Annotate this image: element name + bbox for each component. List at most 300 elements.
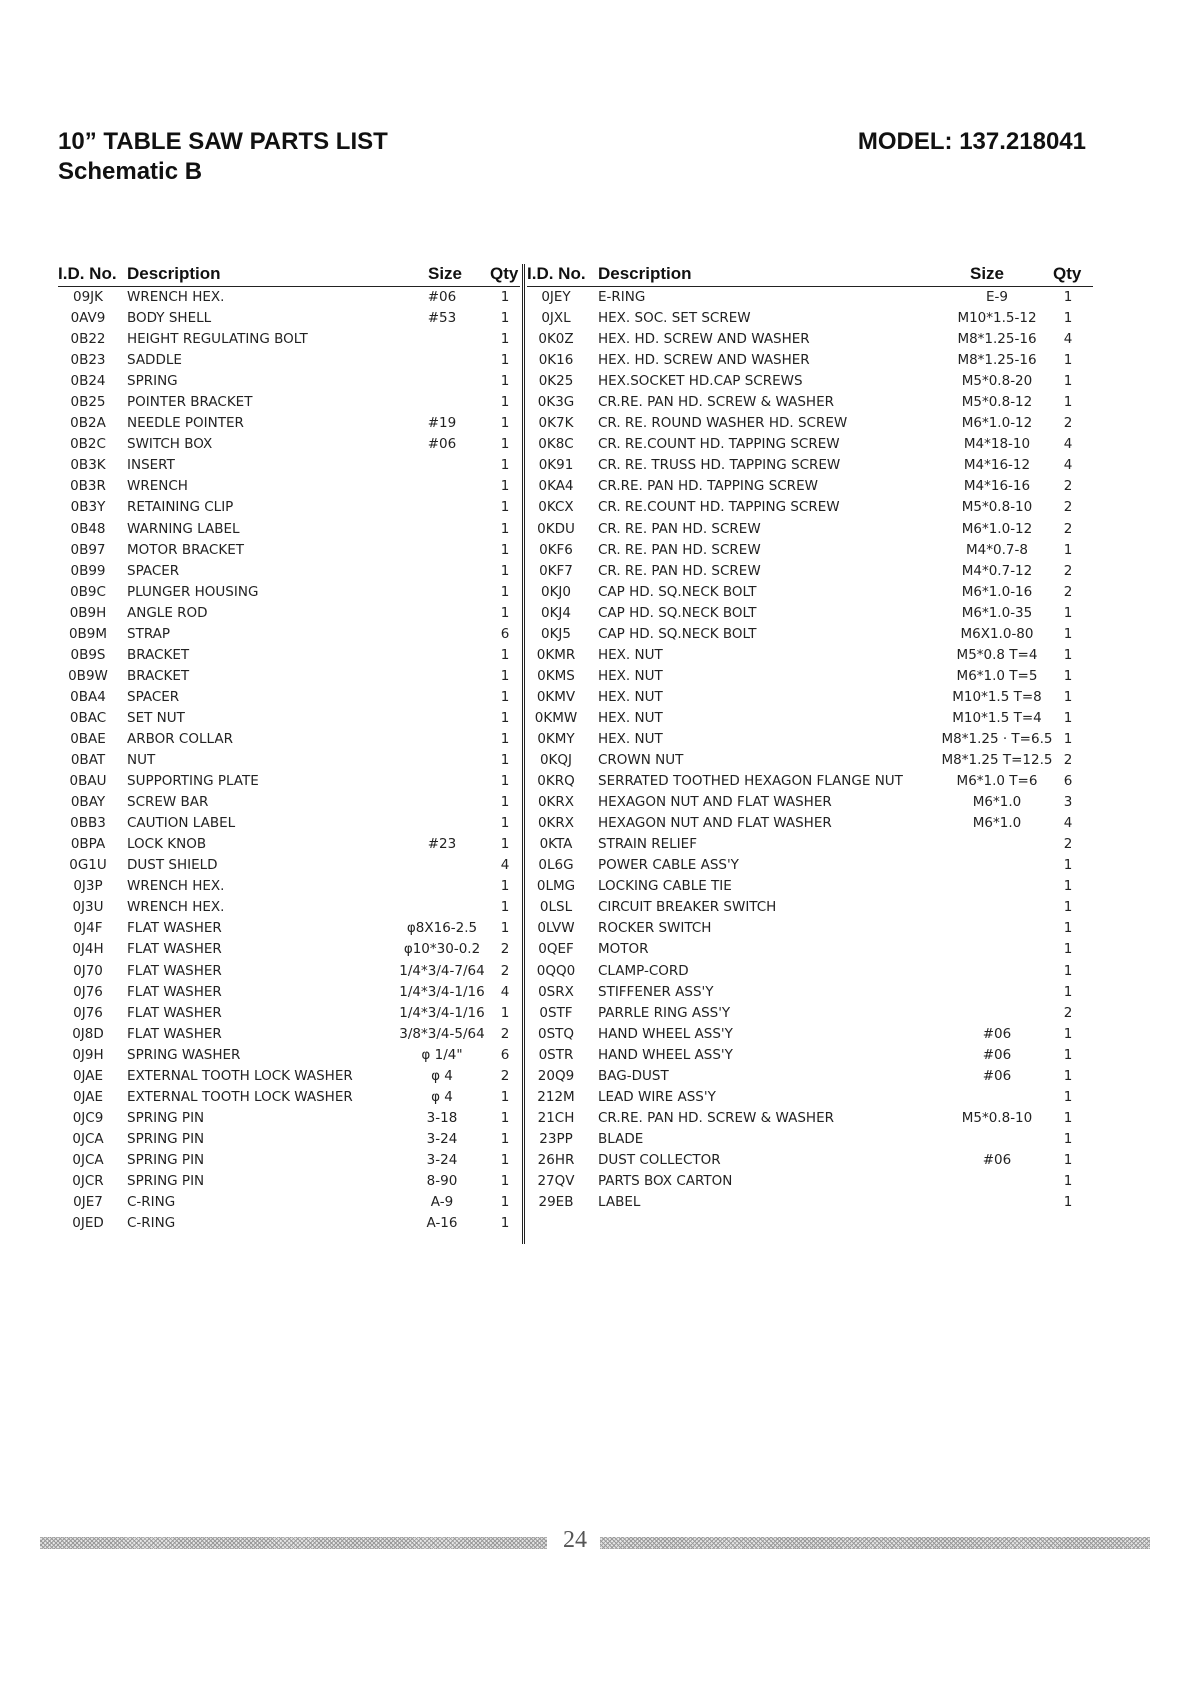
part-qty: 2: [1063, 415, 1073, 432]
part-size: M8*1.25 T=12.5: [941, 752, 1053, 769]
part-qty: 1: [1063, 962, 1073, 979]
part-id: 0KJ4: [540, 604, 571, 621]
part-qty: 1: [1063, 352, 1073, 369]
part-size: 3-18: [426, 1109, 458, 1126]
part-qty: 2: [500, 1025, 510, 1042]
part-id: 0BA4: [70, 688, 106, 705]
part-description: SUPPORTING PLATE: [127, 773, 259, 790]
part-description: BAG-DUST: [598, 1067, 669, 1084]
right-parts-table: [526, 287, 1086, 1213]
part-description: CR.RE. PAN HD. SCREW & WASHER: [598, 1109, 834, 1126]
part-size: M5*0.8-10: [961, 499, 1033, 516]
footer-bar-left: [40, 1537, 547, 1549]
part-id: 0B97: [70, 541, 106, 558]
part-size: #06: [982, 1151, 1012, 1168]
table-row: [526, 624, 1086, 645]
part-qty: 1: [1063, 688, 1073, 705]
part-description: BLADE: [598, 1130, 644, 1147]
part-id: 0JAE: [72, 1067, 104, 1084]
part-size: M5*0.8-10: [961, 1109, 1033, 1126]
part-qty: 1: [500, 646, 510, 663]
part-description: C-RING: [127, 1215, 176, 1232]
table-row: [526, 1003, 1086, 1024]
part-qty: 2: [1063, 478, 1073, 495]
table-row: [0, 771, 522, 792]
part-description: WRENCH: [127, 478, 188, 495]
part-size: φ 4: [431, 1088, 453, 1105]
part-id: 0JC9: [72, 1109, 104, 1126]
part-description: C-RING: [127, 1194, 176, 1211]
part-description: RETAINING CLIP: [127, 499, 234, 516]
part-qty: 1: [1063, 1067, 1073, 1084]
part-id: 0J8D: [72, 1025, 104, 1042]
part-id: 0BAU: [69, 773, 107, 790]
part-qty: 1: [1063, 667, 1073, 684]
table-row: [0, 603, 522, 624]
part-size: M10*1.5 T=4: [952, 709, 1042, 726]
part-id: 0BPA: [70, 836, 106, 853]
table-row: [0, 834, 522, 855]
part-qty: 2: [1063, 1004, 1073, 1021]
part-description: CAP HD. SQ.NECK BOLT: [598, 625, 757, 642]
part-id: 212M: [537, 1088, 575, 1105]
part-description: LOCK KNOB: [127, 836, 207, 853]
part-id: 0J9H: [72, 1046, 104, 1063]
right-header-id: I.D. No.: [527, 264, 586, 283]
part-qty: 1: [1063, 1046, 1073, 1063]
part-qty: 1: [1063, 646, 1073, 663]
right-header-size: Size: [970, 264, 1005, 283]
part-size: M10*1.5 T=8: [952, 688, 1042, 705]
table-row: [526, 982, 1086, 1003]
table-row: [0, 1045, 522, 1066]
part-description: SCREW BAR: [127, 794, 209, 811]
table-row: [526, 708, 1086, 729]
table-row: [526, 645, 1086, 666]
part-qty: 2: [500, 1067, 510, 1084]
part-description: DUST COLLECTOR: [598, 1151, 721, 1168]
table-row: [0, 1066, 522, 1087]
part-description: HEXAGON NUT AND FLAT WASHER: [598, 794, 832, 811]
table-row: [0, 1003, 522, 1024]
table-row: [526, 961, 1086, 982]
part-qty: 1: [1063, 1151, 1073, 1168]
table-row: [526, 434, 1086, 455]
part-qty: 1: [1063, 310, 1073, 327]
part-size: #06: [982, 1067, 1012, 1084]
table-row: [0, 1108, 522, 1129]
part-qty: 2: [1063, 752, 1073, 769]
table-row: [526, 603, 1086, 624]
part-qty: 1: [500, 520, 510, 537]
part-id: 0J3P: [73, 878, 103, 895]
part-description: SPRING PIN: [127, 1109, 205, 1126]
part-id: 0B99: [70, 562, 106, 579]
page-footer: [0, 1527, 1190, 1553]
part-qty: 1: [500, 436, 510, 453]
part-description: CLAMP-CORD: [598, 962, 689, 979]
table-row: [0, 413, 522, 434]
part-qty: 2: [1063, 499, 1073, 516]
part-id: 0STR: [538, 1046, 574, 1063]
part-id: 0L6G: [538, 857, 574, 874]
part-description: HEX. NUT: [598, 688, 663, 705]
table-row: [0, 1192, 522, 1213]
model-number: MODEL: 137.218041: [857, 128, 1086, 155]
part-qty: 1: [1063, 899, 1073, 916]
part-description: EXTERNAL TOOTH LOCK WASHER: [127, 1088, 353, 1105]
part-description: SPRING PIN: [127, 1151, 205, 1168]
part-description: CR. RE. PAN HD. SCREW: [598, 541, 761, 558]
part-description: FLAT WASHER: [127, 1025, 222, 1042]
part-id: 0JCR: [72, 1172, 104, 1189]
part-size: #06: [427, 436, 457, 453]
part-qty: 1: [500, 1130, 510, 1147]
part-size: 1/4*3/4-7/64: [399, 962, 485, 979]
part-qty: 1: [1063, 604, 1073, 621]
part-description: EXTERNAL TOOTH LOCK WASHER: [127, 1067, 353, 1084]
part-description: MOTOR: [598, 941, 649, 958]
part-id: 0KJ5: [540, 625, 571, 642]
part-description: CR. RE. PAN HD. SCREW: [598, 562, 761, 579]
part-id: 0B9M: [68, 625, 108, 642]
part-id: 0KMY: [537, 730, 575, 747]
part-qty: 1: [1063, 394, 1073, 411]
part-qty: 1: [500, 920, 510, 937]
part-id: 0KF7: [539, 562, 573, 579]
part-qty: 1: [1063, 878, 1073, 895]
part-description: LABEL: [598, 1194, 641, 1211]
part-description: SPRING PIN: [127, 1172, 205, 1189]
part-description: HEX.SOCKET HD.CAP SCREWS: [598, 373, 803, 390]
part-size: #06: [427, 289, 457, 305]
part-qty: 1: [1063, 709, 1073, 726]
part-description: CR. RE.COUNT HD. TAPPING SCREW: [598, 499, 840, 516]
part-qty: 1: [500, 794, 510, 811]
part-description: NUT: [127, 752, 156, 769]
part-size: M4*0.7-12: [961, 562, 1033, 579]
part-size: M8*1.25-16: [957, 331, 1037, 348]
table-row: [526, 519, 1086, 540]
left-header-qty: Qty: [490, 264, 519, 283]
part-size: φ10*30-0.2: [403, 941, 481, 958]
table-row: [0, 708, 522, 729]
page-subtitle: Schematic B: [58, 158, 203, 185]
table-row: [0, 876, 522, 897]
part-id: 0B25: [70, 394, 106, 411]
part-description: SPRING WASHER: [127, 1046, 241, 1063]
part-size: M6*1.0 T=6: [956, 773, 1038, 790]
table-row: [526, 813, 1086, 834]
table-row: [0, 982, 522, 1003]
part-id: 0BAE: [70, 730, 106, 747]
table-row: [0, 350, 522, 371]
table-row: [0, 624, 522, 645]
part-size: M6*1.0 T=5: [956, 667, 1038, 684]
part-description: SPRING PIN: [127, 1130, 205, 1147]
part-description: CR.RE. PAN HD. SCREW & WASHER: [598, 394, 834, 411]
part-description: LEAD WIRE ASS'Y: [598, 1088, 716, 1105]
part-qty: 1: [1063, 1130, 1073, 1147]
part-size: M6*1.0-16: [961, 583, 1033, 600]
table-row: [0, 897, 522, 918]
part-qty: 1: [1063, 289, 1073, 305]
part-description: HEX. HD. SCREW AND WASHER: [598, 352, 810, 369]
part-qty: 1: [500, 1004, 510, 1021]
right-header-qty: Qty: [1053, 264, 1082, 283]
part-id: 0KRX: [537, 794, 575, 811]
table-row: [526, 1150, 1086, 1171]
part-description: CAP HD. SQ.NECK BOLT: [598, 604, 757, 621]
part-id: 0K8C: [538, 436, 574, 453]
part-id: 0SRX: [538, 983, 574, 1000]
table-row: [0, 1087, 522, 1108]
part-description: HEX. HD. SCREW AND WASHER: [598, 331, 810, 348]
table-row: [526, 1192, 1086, 1213]
part-id: 0K16: [538, 352, 574, 369]
table-row: [0, 1171, 522, 1192]
part-id: 0K3G: [537, 394, 575, 411]
table-row: [526, 329, 1086, 350]
table-row: [0, 813, 522, 834]
part-qty: 6: [500, 625, 510, 642]
part-id: 0BAC: [69, 709, 107, 726]
table-row: [0, 329, 522, 350]
part-qty: 1: [1063, 920, 1073, 937]
part-description: HEX. NUT: [598, 730, 663, 747]
part-id: 0B3K: [70, 457, 106, 474]
part-description: CIRCUIT BREAKER SWITCH: [598, 899, 777, 916]
part-description: INSERT: [127, 457, 175, 474]
table-row: [0, 1129, 522, 1150]
part-id: 0JED: [72, 1215, 104, 1232]
part-size: 1/4*3/4-1/16: [399, 1004, 485, 1021]
part-description: ARBOR COLLAR: [127, 730, 233, 747]
table-row: [526, 1108, 1086, 1129]
part-id: 0K25: [538, 373, 574, 390]
part-qty: 1: [500, 878, 510, 895]
table-row: [526, 413, 1086, 434]
table-row: [526, 729, 1086, 750]
part-id: 0B48: [70, 520, 106, 537]
part-id: 0KCX: [538, 499, 574, 516]
part-id: 0JAE: [72, 1088, 104, 1105]
part-qty: 1: [1063, 1025, 1073, 1042]
part-qty: 1: [500, 899, 510, 916]
part-id: 0KTA: [539, 836, 573, 853]
part-qty: 1: [500, 310, 510, 327]
table-row: [526, 561, 1086, 582]
part-size: φ8X16-2.5: [406, 920, 478, 937]
part-qty: 1: [1063, 541, 1073, 558]
part-id: 0B2C: [70, 436, 106, 453]
part-id: 0B9C: [70, 583, 106, 600]
part-id: 0J70: [73, 962, 103, 979]
table-row: [526, 476, 1086, 497]
part-qty: 1: [1063, 730, 1073, 747]
part-id: 0JCA: [72, 1151, 104, 1168]
part-qty: 1: [500, 1194, 510, 1211]
part-qty: 1: [500, 373, 510, 390]
part-id: 0LSL: [539, 899, 573, 916]
part-qty: 1: [500, 499, 510, 516]
part-qty: 1: [500, 289, 510, 305]
part-id: 0JCA: [72, 1130, 104, 1147]
page-title: 10” TABLE SAW PARTS LIST: [58, 128, 388, 155]
part-size: 3-24: [426, 1151, 458, 1168]
table-row: [0, 1024, 522, 1045]
part-id: 0JEY: [541, 289, 571, 305]
part-qty: 2: [500, 941, 510, 958]
part-id: 0KRX: [537, 815, 575, 832]
part-description: NEEDLE POINTER: [127, 415, 244, 432]
part-description: WRENCH HEX.: [127, 899, 225, 916]
part-size: φ 1/4": [421, 1046, 463, 1063]
part-size: #23: [427, 836, 457, 853]
table-row: [526, 1024, 1086, 1045]
part-description: BODY SHELL: [127, 310, 212, 327]
table-row: [526, 1087, 1086, 1108]
part-size: M6*1.0-12: [961, 520, 1033, 537]
table-row: [0, 371, 522, 392]
part-qty: 1: [500, 688, 510, 705]
part-size: M8*1.25-16: [957, 352, 1037, 369]
part-description: STIFFENER ASS'Y: [598, 983, 714, 1000]
table-row: [526, 455, 1086, 476]
table-row: [0, 918, 522, 939]
table-row: [0, 750, 522, 771]
table-row: [526, 371, 1086, 392]
part-id: 0B24: [70, 373, 106, 390]
part-description: FLAT WASHER: [127, 1004, 222, 1021]
part-size: 3/8*3/4-5/64: [399, 1025, 485, 1042]
part-qty: 1: [500, 1172, 510, 1189]
left-header-size: Size: [428, 264, 463, 283]
part-description: FLAT WASHER: [127, 962, 222, 979]
left-header-description: Description: [127, 264, 221, 283]
part-qty: 1: [500, 709, 510, 726]
table-row: [526, 1066, 1086, 1087]
part-qty: 1: [1063, 625, 1073, 642]
part-size: M4*0.7-8: [966, 541, 1028, 558]
part-qty: 1: [500, 667, 510, 684]
part-description: FLAT WASHER: [127, 983, 222, 1000]
part-id: 0J4F: [73, 920, 103, 937]
part-description: WARNING LABEL: [127, 520, 240, 537]
part-qty: 1: [500, 773, 510, 790]
part-description: E-RING: [598, 289, 646, 305]
part-id: 0B9S: [70, 646, 106, 663]
part-qty: 2: [1063, 562, 1073, 579]
part-description: HAND WHEEL ASS'Y: [598, 1046, 733, 1063]
part-size: M5*0.8-20: [961, 373, 1033, 390]
table-row: [526, 350, 1086, 371]
part-size: 3-24: [426, 1130, 458, 1147]
part-description: LOCKING CABLE TIE: [598, 878, 732, 895]
part-qty: 2: [1063, 520, 1073, 537]
table-row: [0, 519, 522, 540]
part-size: M6X1.0-80: [960, 625, 1034, 642]
part-description: ROCKER SWITCH: [598, 920, 712, 937]
part-id: 0JXL: [541, 310, 571, 327]
part-description: ANGLE ROD: [127, 604, 208, 621]
part-description: PARTS BOX CARTON: [598, 1172, 733, 1189]
table-row: [526, 540, 1086, 561]
part-description: DUST SHIELD: [127, 857, 218, 874]
table-row: [0, 540, 522, 561]
part-qty: 1: [1063, 1172, 1073, 1189]
part-description: SADDLE: [127, 352, 182, 369]
part-size: #53: [427, 310, 457, 327]
part-description: SWITCH BOX: [127, 436, 213, 453]
part-description: PLUNGER HOUSING: [127, 583, 259, 600]
part-qty: 4: [1063, 815, 1073, 832]
part-description: PARRLE RING ASS'Y: [598, 1004, 731, 1021]
table-row: [526, 1171, 1086, 1192]
part-description: BRACKET: [127, 667, 190, 684]
part-id: 0B3R: [70, 478, 106, 495]
part-qty: 1: [500, 331, 510, 348]
part-id: 0KA4: [538, 478, 574, 495]
page-number: 24: [563, 1527, 587, 1553]
part-size: M4*16-12: [963, 457, 1031, 474]
table-row: [526, 582, 1086, 603]
part-qty: 1: [1063, 983, 1073, 1000]
table-row: [526, 392, 1086, 413]
part-qty: 1: [1063, 1194, 1073, 1211]
part-size: M6*1.0-35: [961, 604, 1033, 621]
part-size: #06: [982, 1025, 1012, 1042]
part-qty: 1: [500, 478, 510, 495]
part-size: A-16: [426, 1215, 458, 1232]
part-description: HEXAGON NUT AND FLAT WASHER: [598, 815, 832, 832]
part-qty: 1: [500, 583, 510, 600]
part-description: CAP HD. SQ.NECK BOLT: [598, 583, 757, 600]
table-row: [0, 666, 522, 687]
part-size: M4*16-16: [963, 478, 1031, 495]
part-qty: 1: [500, 541, 510, 558]
part-size: #06: [982, 1046, 1012, 1063]
part-id: 0KJ0: [540, 583, 571, 600]
part-qty: 1: [1063, 857, 1073, 874]
column-divider: [522, 264, 525, 1244]
part-description: POWER CABLE ASS'Y: [598, 857, 739, 874]
part-size: M4*18-10: [963, 436, 1031, 453]
part-size: M5*0.8-12: [961, 394, 1033, 411]
part-size: M6*1.0: [972, 794, 1022, 811]
part-id: 0KMS: [537, 667, 575, 684]
part-qty: 1: [1063, 1109, 1073, 1126]
part-qty: 1: [500, 836, 510, 853]
part-qty: 4: [1063, 331, 1073, 348]
part-qty: 2: [1063, 836, 1073, 853]
part-description: STRAP: [127, 625, 171, 642]
part-qty: 1: [1063, 1088, 1073, 1105]
part-id: 0QEF: [538, 941, 574, 958]
part-qty: 1: [1063, 941, 1073, 958]
part-id: 0KQJ: [539, 752, 573, 769]
left-parts-table: [0, 287, 522, 1234]
table-row: [0, 561, 522, 582]
part-description: SPRING: [127, 373, 178, 390]
table-row: [0, 392, 522, 413]
part-size: φ 4: [431, 1067, 453, 1084]
table-row: [0, 455, 522, 476]
part-description: FLAT WASHER: [127, 920, 222, 937]
part-qty: 1: [500, 815, 510, 832]
part-qty: 4: [500, 857, 510, 874]
table-row: [526, 834, 1086, 855]
